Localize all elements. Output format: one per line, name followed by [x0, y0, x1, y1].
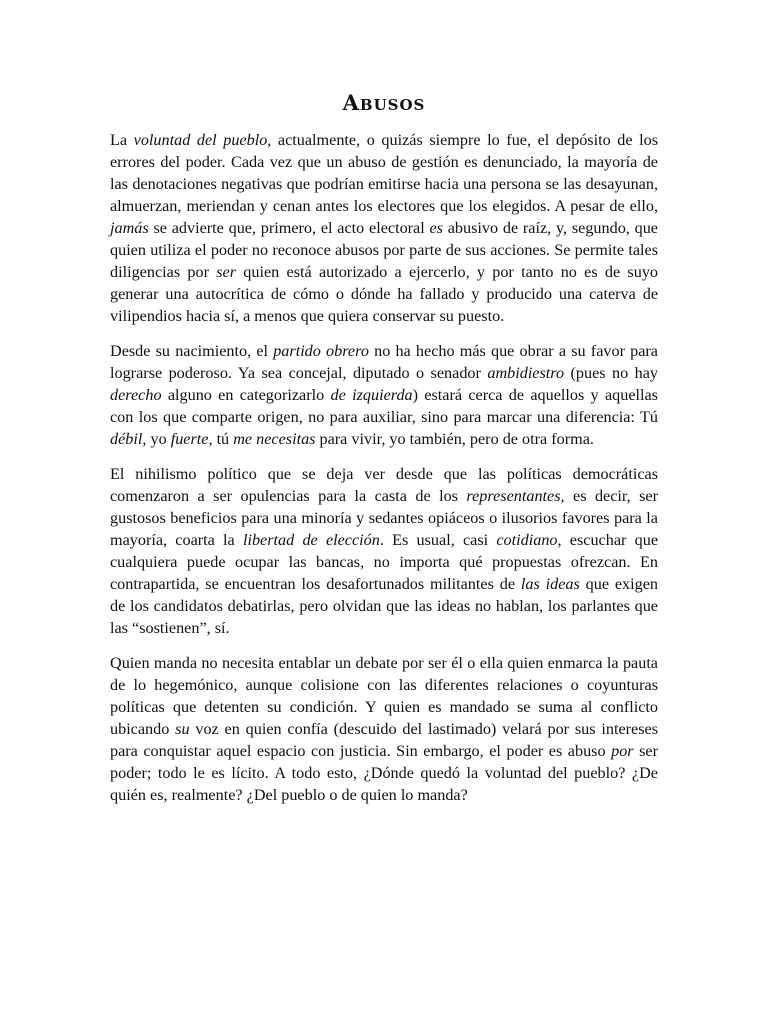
document-body — [110, 129, 658, 806]
italic-text-run: ser — [216, 263, 237, 281]
text-run: . Es usual, casi — [379, 531, 497, 549]
document-title: Abusos — [342, 90, 426, 115]
text-run: ) estará cerca de aquellos y aquellas con los que comparte origen, no para auxiliar, sino para marcar una diferencia: Tú — [110, 386, 658, 426]
text-run: para vivir, yo también, pero de otra forma. — [315, 430, 594, 448]
text-run: , escuchar que cualquiera puede ocupar las bancas, no importa qué propuestas ofrezcan. En contrapartida, se encuentran los desafortunados militantes de — [110, 531, 659, 593]
italic-text-run: libertad de elección — [242, 531, 380, 549]
text-run: , tú — [208, 430, 234, 448]
italic-text-run: de izquierda — [330, 386, 413, 404]
italic-text-run: derecho — [110, 386, 162, 404]
text-run: que exigen de los candidatos debatirlas, pero olvidan que las ideas no hablan, los parlantes que las “sostienen”, sí. — [110, 575, 658, 637]
text-run: Quien manda no necesita entablar un debate por ser él o ella quien enmarca la pauta de lo hegemónico, aunque colisione con las diferentes relaciones o coyunturas políticas que detenten su condición. Y quien es mandado se suma al conflicto ubicando — [110, 654, 658, 738]
italic-text-run: ambidiestro — [487, 364, 565, 382]
italic-text-run: las ideas — [520, 575, 580, 593]
text-run: alguno en categorizarlo — [161, 386, 331, 404]
italic-text-run: representantes — [466, 487, 561, 505]
text-run: , es decir, ser gustosos beneficios para una minoría y sedantes opiáceos o ilusorios favores para la mayoría, coarta la — [110, 487, 659, 549]
italic-text-run: cotidiano — [496, 531, 558, 549]
text-run: quien está autorizado a ejercerlo, y por tanto no es de suyo generar una autocrítica de cómo o dónde ha fallado y producido una caterva de vilipendios hacia sí, a menos que quiera conservar su puesto. — [110, 263, 659, 325]
paragraph-2 — [110, 340, 658, 450]
italic-text-run: es — [429, 219, 443, 237]
paragraph-3 — [110, 463, 658, 639]
text-run: (pues no hay — [564, 364, 659, 382]
text-run: , actualmente, o quizás siempre lo fue, el depósito de los errores del poder. Cada vez que un abuso de gestión es denunciado, la mayoría de las denotaciones negativas que podrían emitirse hacia una persona se las desayunan, almuerzan, meriendan y cenan antes los electores que los elegidos. A pesar de ello, — [110, 131, 659, 215]
text-run: ser poder; todo le es lícito. A todo esto, ¿Dónde quedó la voluntad del pueblo? ¿De quién es, realmente? ¿Del pueblo o de quien lo manda? — [110, 742, 658, 804]
paragraph-4 — [110, 652, 658, 806]
text-run: Desde su nacimiento, el — [110, 342, 274, 360]
document-page — [110, 90, 658, 819]
paragraph-1 — [110, 129, 658, 327]
text-run: no ha hecho más que obrar a su favor para lograrse poderoso. Ya sea concejal, diputado o senador — [110, 342, 658, 382]
text-run: se advierte que, primero, el acto electoral — [148, 219, 430, 237]
italic-text-run: partido obrero — [273, 342, 369, 360]
italic-text-run: voluntad del pueblo — [133, 131, 268, 149]
italic-text-run: su — [175, 720, 190, 738]
italic-text-run: por — [611, 742, 634, 760]
italic-text-run: jamás — [110, 219, 149, 237]
text-run: abusivo de raíz, y, segundo, que quien utiliza el poder no reconoce abusos por parte de sus acciones. Se permite tales diligencias por — [110, 219, 658, 281]
text-run: , yo — [142, 430, 171, 448]
text-run: voz en quien confía (descuido del lastimado) velará por sus intereses para conquistar aquel espacio con justicia. Sin embargo, el poder es abuso — [110, 720, 658, 760]
italic-text-run: fuerte — [170, 430, 209, 448]
italic-text-run: débil — [110, 430, 143, 448]
text-run: El nihilismo político que se deja ver desde que las políticas democráticas comenzaron a ser opulencias para la casta de los — [110, 465, 658, 505]
text-run: La — [110, 131, 134, 149]
italic-text-run: me necesitas — [233, 430, 316, 448]
